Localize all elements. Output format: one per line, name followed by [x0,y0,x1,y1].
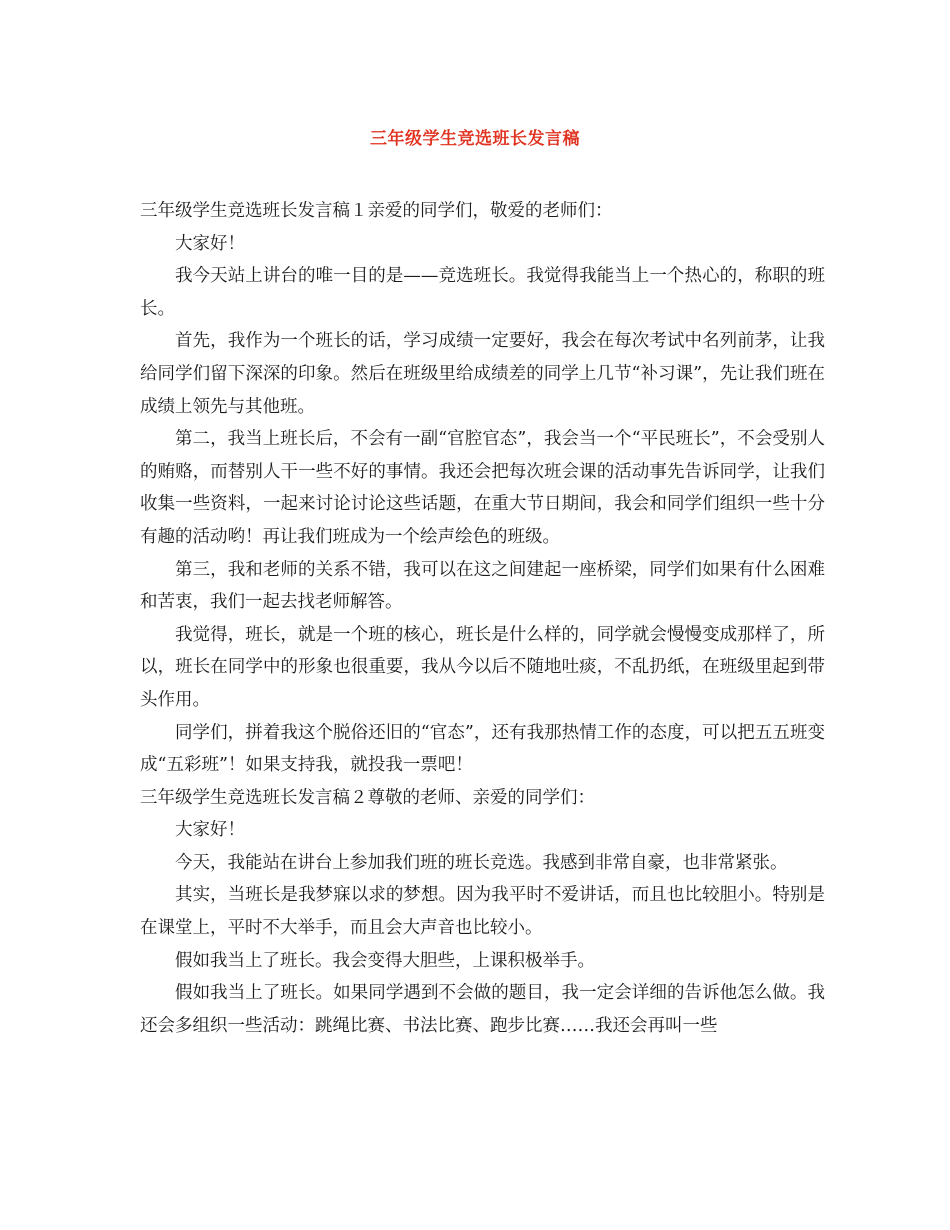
document-title: 三年级学生竞选班长发言稿 [370,129,580,149]
speech-heading: 三年级学生竞选班长发言稿１亲爱的同学们，敬爱的老师们： [140,201,613,221]
paragraph: 同学们，拼着我这个脱俗还旧的“官态”，还有我那热情工作的态度，可以把五五班变成“五彩班”！如果支持我，就投我一票吧！ [140,722,825,776]
paragraph: 首先，我作为一个班长的话，学习成绩一定要好，我会在每次考试中名列前茅，让我给同学们留下深深的印象。然后在班级里给成绩差的同学上几节“补习课”，先让我们班在成绩上领先与其他班。 [140,331,825,417]
document-body [140,195,825,1042]
paragraph: 今天，我能站在讲台上参加我们班的班长竞选。我感到非常自豪，也非常紧张。 [175,852,788,873]
paragraph: 假如我当上了班长。如果同学遇到不会做的题目，我一定会详细的告诉他怎么做。我还会多组织一些活动：跳绳比赛、书法比赛、跑步比赛……我还会再叫一些 [140,983,825,1036]
paragraph: 我今天站上讲台的唯一目的是——竞选班长。我觉得我能当上一个热心的，称职的班长。 [140,266,825,319]
speech-heading: 三年级学生竞选班长发言稿２尊敬的老师、亲爱的同学们： [140,787,595,808]
paragraph: 其实，当班长是我梦寐以求的梦想。因为我平时不爱讲话，而且也比较胆小。特别是在课堂上，平时不大举手，而且会大声音也比较小。 [140,885,825,939]
paragraph: 大家好！ [175,820,245,841]
paragraph: 大家好！ [175,233,245,254]
paragraph: 假如我当上了班长。我会变得大胆些，上课积极举手。 [175,950,595,971]
paragraph: 第三，我和老师的关系不错，我可以在这之间建起一座桥梁，同学们如果有什么困难和苦衷，我们一起去找老师解答。 [140,559,825,613]
paragraph: 第二，我当上班长后，不会有一副“官腔官态”，我会当一个“平民班长”，不会受别人的贿赂，而替别人干一些不好的事情。我还会把每次班会课的活动事先告诉同学，让我们收集一些资料，一起来讨论讨论这些话题，在重大节日期间，我会和同学们组织一些十分有趣的活动哟！再让我们班成为一个绘声绘色的班级。 [140,429,825,547]
paragraph: 我觉得，班长，就是一个班的核心，班长是什么样的，同学就会慢慢变成那样了，所以，班长在同学中的形象也很重要，我从今以后不随地吐痰，不乱扔纸，在班级里起到带头作用。 [140,624,825,710]
